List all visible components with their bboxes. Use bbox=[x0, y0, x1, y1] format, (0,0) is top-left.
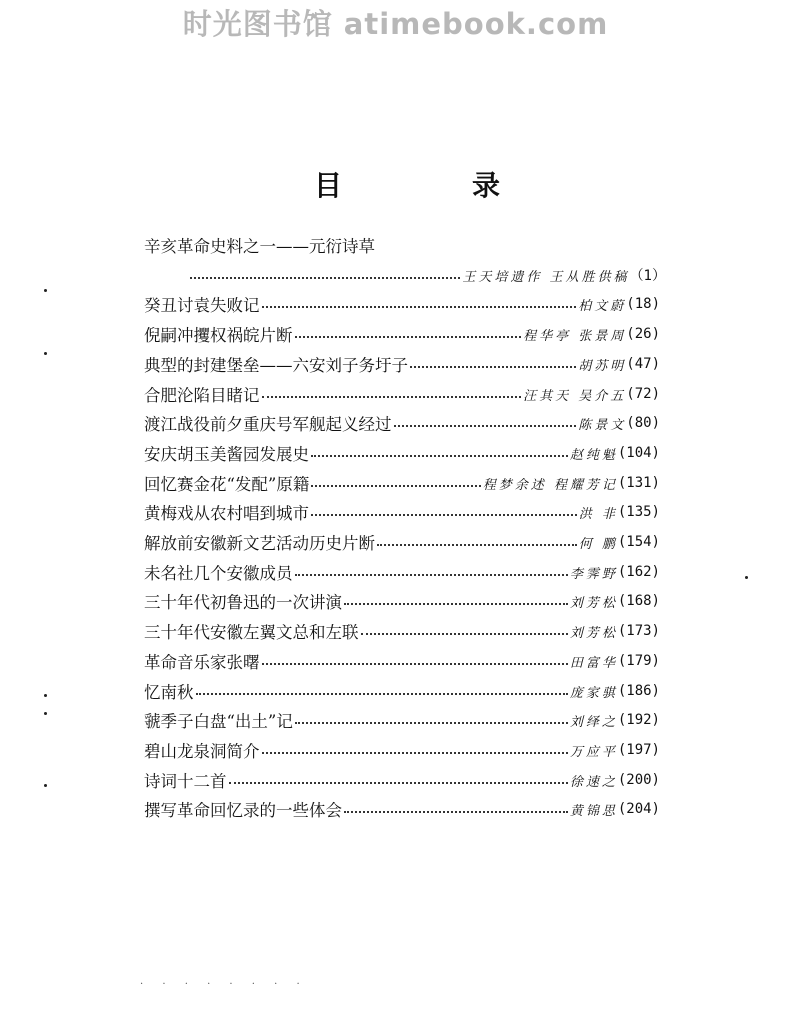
page-title bbox=[310, 166, 510, 206]
leader-dots bbox=[262, 663, 568, 665]
toc-entry[interactable] bbox=[144, 586, 660, 616]
entry-author: 胡苏明 bbox=[578, 358, 627, 374]
scan-artifact: . . . . . . . . bbox=[140, 976, 308, 987]
toc-entry[interactable] bbox=[144, 497, 660, 527]
leader-dots bbox=[311, 514, 577, 516]
entry-title: 三十年代安徽左翼文总和左联 bbox=[144, 623, 359, 642]
entry-page-number: (192) bbox=[617, 712, 660, 728]
toc-entry[interactable] bbox=[144, 735, 660, 765]
entry-title: 渡江战役前夕重庆号军舰起义经过 bbox=[144, 415, 392, 434]
entry-author: 黄锦思 bbox=[569, 803, 618, 819]
entry-author: 田富华 bbox=[569, 655, 618, 671]
entry-title: 未名社几个安徽成员 bbox=[144, 564, 293, 583]
scan-speck bbox=[44, 289, 47, 292]
entry-page-number: (200) bbox=[617, 772, 660, 788]
scan-speck bbox=[745, 576, 748, 579]
entry-title: 回忆赛金花“发配”原籍 bbox=[144, 475, 310, 494]
entry-title: 倪嗣冲攫权祸皖片断 bbox=[144, 326, 293, 345]
entry-author: 刘芳松 bbox=[569, 595, 618, 611]
entry-page-number: (80) bbox=[626, 415, 660, 431]
entry-page-number: (173) bbox=[617, 623, 660, 639]
toc-entry[interactable] bbox=[144, 289, 660, 319]
toc-entry[interactable] bbox=[144, 646, 660, 676]
entry-author: 万应平 bbox=[569, 744, 618, 760]
entry-page-number: (18) bbox=[626, 296, 660, 312]
entry-title: 安庆胡玉美酱园发展史 bbox=[144, 445, 309, 464]
leader-dots bbox=[311, 485, 480, 487]
entry-title: 典型的封建堡垒——六安刘子务圩子 bbox=[144, 356, 408, 375]
toc-entry[interactable] bbox=[144, 616, 660, 646]
entry-title: 癸丑讨袁失败记 bbox=[144, 296, 260, 315]
entry-author: 赵纯魁 bbox=[569, 447, 618, 463]
leader-dots bbox=[262, 752, 568, 754]
title-char-2: 录 bbox=[472, 169, 501, 202]
toc-entry[interactable] bbox=[188, 260, 666, 290]
entry-author: 何 鹏 bbox=[578, 536, 618, 552]
entry-title: 碧山龙泉洞简介 bbox=[144, 742, 260, 761]
title-char-1: 目 bbox=[314, 169, 343, 202]
entry-author: 刘芳松 bbox=[569, 625, 618, 641]
entry-page-number: (104) bbox=[617, 445, 660, 461]
watermark: 时光图书馆 atimebook.com bbox=[182, 7, 609, 41]
toc-entry[interactable] bbox=[144, 438, 660, 468]
scan-speck bbox=[44, 712, 47, 715]
entry-author: 陈景文 bbox=[578, 417, 627, 433]
entry-title: 辛亥革命史料之一——元衍诗草 bbox=[144, 237, 375, 256]
toc-entry[interactable] bbox=[144, 319, 660, 349]
leader-dots bbox=[295, 722, 568, 724]
entry-title: 撰写革命回忆录的一些体会 bbox=[144, 801, 342, 820]
entry-page-number: (197) bbox=[617, 742, 660, 758]
toc-entry[interactable] bbox=[144, 527, 660, 557]
leader-dots bbox=[410, 366, 576, 368]
leader-dots bbox=[344, 811, 568, 813]
entry-author: 王天培遗作 王从胜供稿 bbox=[462, 269, 630, 285]
toc-entry[interactable] bbox=[144, 468, 660, 498]
entry-page-number: (168) bbox=[617, 593, 660, 609]
toc-entry[interactable] bbox=[144, 230, 660, 260]
entry-page-number: (72) bbox=[626, 386, 660, 402]
scan-speck bbox=[44, 694, 47, 697]
toc-entry[interactable] bbox=[144, 705, 660, 735]
leader-dots bbox=[295, 574, 568, 576]
entry-author: 程华亭 张景周 bbox=[523, 328, 627, 344]
entry-page-number: (154) bbox=[617, 534, 660, 550]
entry-title: 革命音乐家张曙 bbox=[144, 653, 260, 672]
leader-dots bbox=[344, 603, 568, 605]
entry-author: 程梦余述 程耀芳记 bbox=[482, 477, 618, 493]
entry-page-number: (204) bbox=[617, 801, 660, 817]
scan-speck bbox=[44, 352, 47, 355]
entry-author: 刘绎之 bbox=[569, 714, 618, 730]
entry-author: 柏文蔚 bbox=[578, 298, 627, 314]
leader-dots bbox=[190, 277, 460, 279]
entry-title: 虢季子白盘“出土”记 bbox=[144, 712, 293, 731]
entry-page-number: (135) bbox=[617, 504, 660, 520]
leader-dots bbox=[361, 633, 568, 635]
entry-author: 洪 非 bbox=[578, 506, 618, 522]
scan-speck bbox=[44, 784, 47, 787]
leader-dots bbox=[311, 455, 568, 457]
entry-author: 徐速之 bbox=[569, 774, 618, 790]
toc-entry[interactable] bbox=[144, 794, 660, 824]
leader-dots bbox=[394, 425, 577, 427]
leader-dots bbox=[262, 396, 522, 398]
entry-author: 汪其天 吴介五 bbox=[523, 388, 627, 404]
toc-entry[interactable] bbox=[144, 676, 660, 706]
entry-author: 庞家骐 bbox=[569, 685, 618, 701]
leader-dots bbox=[196, 693, 568, 695]
entry-page-number: (131) bbox=[617, 475, 660, 491]
entry-page-number: (26) bbox=[626, 326, 660, 342]
leader-dots bbox=[377, 544, 577, 546]
leader-dots bbox=[295, 336, 522, 338]
leader-dots bbox=[262, 306, 577, 308]
entry-title: 解放前安徽新文艺活动历史片断 bbox=[144, 534, 375, 553]
toc-entry[interactable] bbox=[144, 349, 660, 379]
entry-title: 三十年代初鲁迅的一次讲演 bbox=[144, 593, 342, 612]
toc-entry[interactable] bbox=[144, 408, 660, 438]
toc-entry[interactable] bbox=[144, 557, 660, 587]
entry-author: 李霁野 bbox=[569, 566, 618, 582]
leader-dots bbox=[229, 782, 568, 784]
entry-title: 诗词十二首 bbox=[144, 772, 227, 791]
entry-page-number: (162) bbox=[617, 564, 660, 580]
toc-entry[interactable] bbox=[144, 379, 660, 409]
entry-page-number: （1） bbox=[629, 268, 666, 284]
entry-title: 黄梅戏从农村唱到城市 bbox=[144, 504, 309, 523]
toc-entry[interactable] bbox=[144, 765, 660, 795]
entry-page-number: (179) bbox=[617, 653, 660, 669]
entry-title: 忆南秋 bbox=[144, 683, 194, 702]
entry-title: 合肥沦陷目睹记 bbox=[144, 386, 260, 405]
entry-page-number: (47) bbox=[626, 356, 660, 372]
entry-page-number: (186) bbox=[617, 683, 660, 699]
